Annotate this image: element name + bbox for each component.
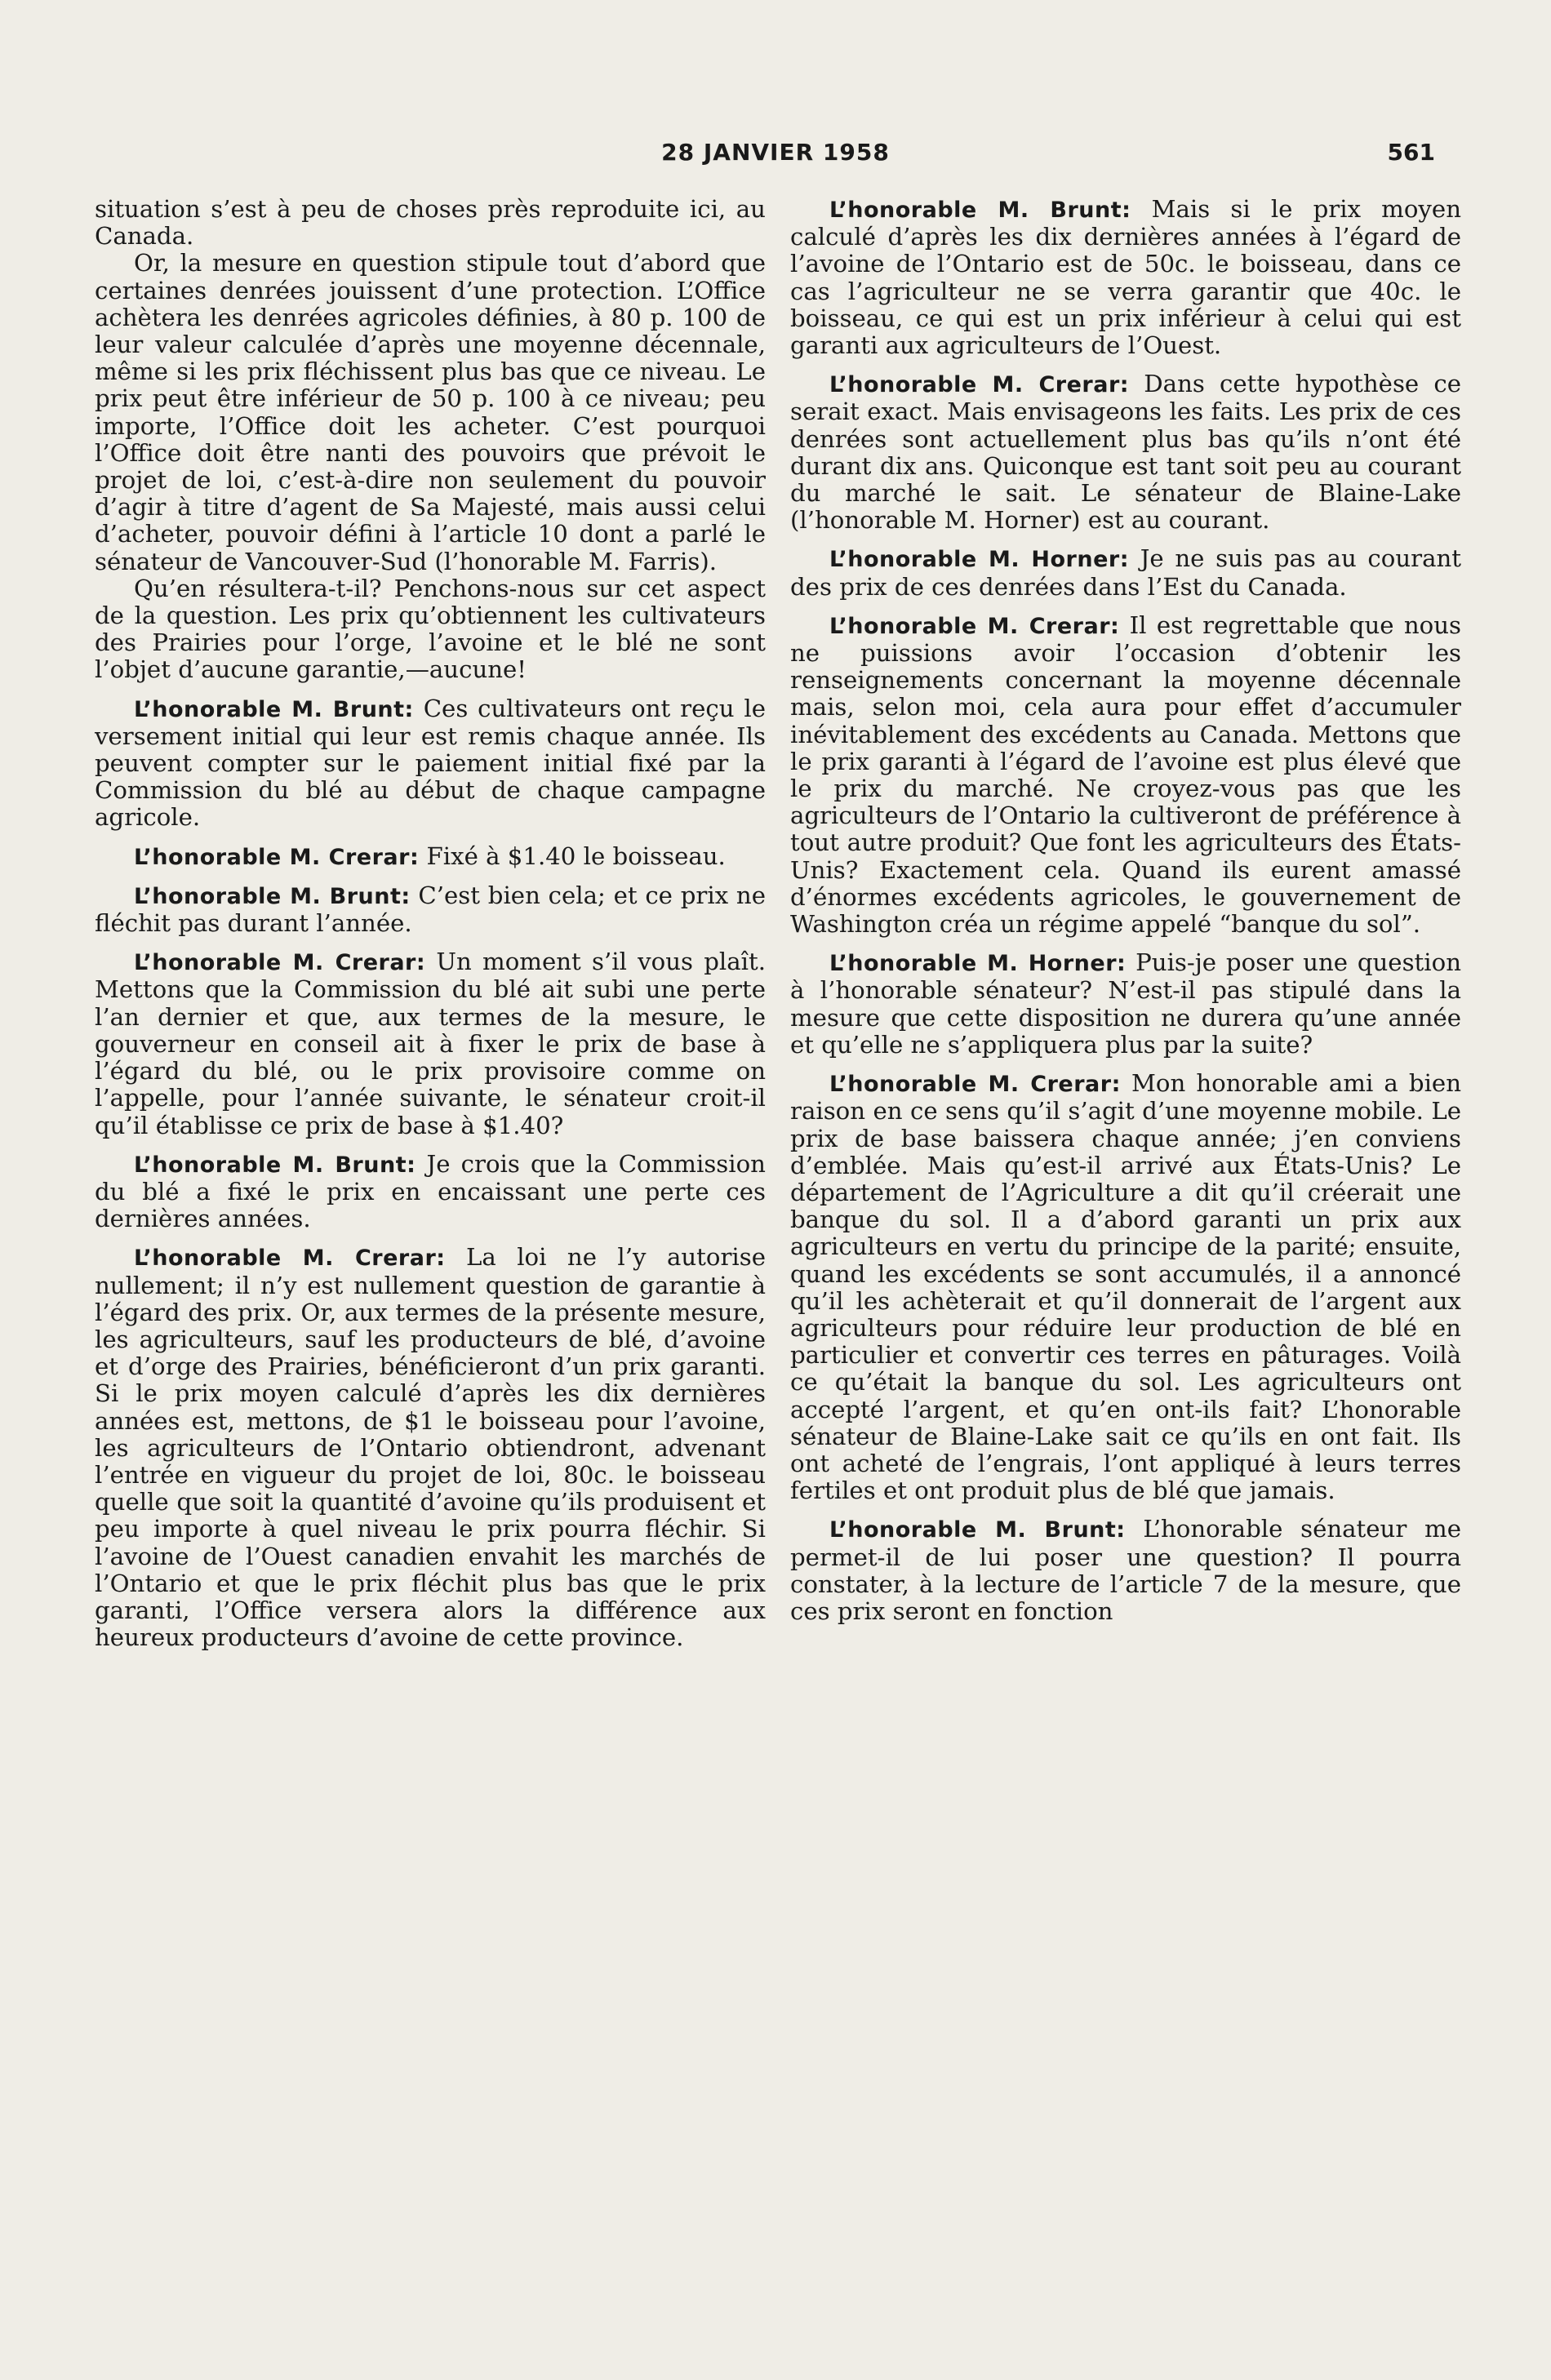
speech-paragraph: L’honorable M. Brunt: Mais si le prix moyen calculé d’après les dix dernières années à l’égard de l’avoine de l’Ontario est de 50c. le boisseau, dans ce cas l’agriculteur ne se verra garantir que 40c. le boisseau, ce qui est un prix inférieur à celui qui est garanti aux agriculteurs de l’Ouest. — [790, 195, 1461, 360]
right-column — [790, 196, 1461, 1625]
speaker-name: L’honorable M. Crerar: — [134, 950, 426, 976]
speech-paragraph: L’honorable M. Crerar: Il est regrettable que nous ne puissions avoir l’occasion d’obtenir les renseignements concernant la moyenne décennale mais, selon moi, cela aura pour effet d’accumuler inévitablement des excédents au Canada. Mettons que le prix garanti à l’égard de l’avoine est plus élevé que le prix du marché. Ne croyez-vous pas que les agriculteurs de l’Ontario la cultiveront de préférence à tout autre produit? Que font les agriculteurs des États-Unis? Exactement cela. Quand ils eurent amassé d’énormes excédents agricoles, le gouvernement de Washington créa un régime appelé “banque du sol”. — [790, 611, 1461, 939]
speech-paragraph: L’honorable M. Crerar: Mon honorable ami a bien raison en ce sens qu’il s’agit d’une moyenne mobile. Le prix de base baissera chaque année; j’en conviens d’emblée. Mais qu’est-il arrivé aux États-Unis? Le département de l’Agriculture a dit qu’il créerait une banque du sol. Il a d’abord garanti un prix aux agriculteurs en vertu du principe de la parité; ensuite, quand les excédents se sont accumulés, il a annoncé qu’il les achèterait et qu’il donnerait de l’argent aux agriculteurs pour réduire leur production de blé en particulier et convertir ces terres en pâturages. Voilà ce qu’était la banque du sol. Les agriculteurs ont accepté l’argent, et qu’en ont-ils fait? L’honorable sénateur de Blaine-Lake sait ce qu’ils en ont fait. Ils ont acheté de l’engrais, l’ont appliqué à leurs terres fertiles et ont produit plus de blé que jamais. — [790, 1069, 1461, 1505]
speaker-name: L’honorable M. Crerar: — [134, 1246, 446, 1272]
page-header — [0, 139, 1551, 171]
speech-paragraph: L’honorable M. Crerar: Fixé à $1.40 le boisseau. — [134, 841, 726, 870]
left-column — [95, 196, 766, 1651]
header-date: 28 JANVIER 1958 — [661, 139, 890, 166]
paragraph: Or, la mesure en question stipule tout d’abord que certaines denrées jouissent d’une protection. L’Office achètera les denrées agricoles définies, à 80 p. 100 de leur valeur calculée d’après une moyenne décennale, même si les prix fléchissent plus bas que ce niveau. Le prix peut être inférieur de 50 p. 100 à ce niveau; peu importe, l’Office doit les acheter. C’est pourquoi l’Office doit être nanti des pouvoirs que prévoit le projet de loi, c’est-à-dire non seulement du pouvoir d’agir à titre d’agent de Sa Majesté, mais aussi celui d’acheter, pouvoir défini à l’article 10 dont a parlé le sénateur de Vancouver-Sud (l’honorable M. Farris). — [95, 249, 766, 575]
paragraph: situation s’est à peu de choses près reproduite ici, au Canada. — [95, 195, 766, 251]
speaker-name: L’honorable M. Crerar: — [134, 844, 420, 870]
speech-paragraph: L’honorable M. Horner: Je ne suis pas au courant des prix de ces denrées dans l’Est du Canada. — [790, 544, 1462, 601]
page-number: 561 — [1387, 139, 1435, 166]
speaker-name: L’honorable M. Brunt: — [134, 696, 414, 722]
speech-paragraph: L’honorable M. Brunt: Ces cultivateurs ont reçu le versement initial qui leur est remis chaque année. Ils peuvent compter sur le paiement initial fixé par la Commission du blé au début de chaque campagne agricole. — [95, 694, 766, 832]
speaker-name: L’honorable M. Crerar: — [829, 372, 1130, 398]
speech-paragraph: L’honorable M. Crerar: Dans cette hypothèse ce serait exact. Mais envisageons les faits. Les prix de ces denrées sont actuellement plus bas qu’ils n’ont été durant dix ans. Quiconque est tant soit peu au courant du marché le sait. Le sénateur de Blaine-Lake (l’honorable M. Horner) est au courant. — [790, 370, 1462, 535]
speaker-name: L’honorable M. Crerar: — [829, 1072, 1121, 1098]
speaker-name: L’honorable M. Brunt: — [134, 883, 411, 909]
speaker-name: L’honorable M. Horner: — [829, 547, 1130, 573]
speech-paragraph: L’honorable M. Brunt: Je crois que la Commission du blé a fixé le prix en encaissant une perte ces dernières années. — [95, 1149, 766, 1233]
speech-paragraph: L’honorable M. Horner: Puis-je poser une question à l’honorable sénateur? N’est-il pas stipulé dans la mesure que cette disposition ne durera qu’une année et qu’elle ne s’appliquera plus par la suite? — [790, 948, 1461, 1059]
speech-paragraph: L’honorable M. Brunt: C’est bien cela; et ce prix ne fléchit pas durant l’année. — [95, 881, 766, 938]
speech-paragraph: L’honorable M. Brunt: L’honorable sénateur me permet-il de lui poser une question? Il pourra constater, à la lecture de l’article 7 de la mesure, que ces prix seront en fonction — [790, 1515, 1461, 1625]
speaker-name: L’honorable M. Crerar: — [829, 613, 1120, 639]
speaker-name: L’honorable M. Brunt: — [829, 1517, 1126, 1543]
speech-paragraph: L’honorable M. Crerar: Un moment s’il vous plaît. Mettons que la Commission du blé ait subi une perte l’an dernier et que, aux termes de la mesure, le gouverneur en conseil ait à fixer le prix de base à l’égard du blé, ou le prix provisoire comme on l’appelle, pour l’année suivante, le sénateur croit-il qu’il établisse ce prix de base à $1.40? — [95, 948, 766, 1139]
speaker-name: L’honorable M. Brunt: — [134, 1152, 416, 1178]
speech-paragraph: L’honorable M. Crerar: La loi ne l’y autorise nullement; il n’y est nullement question de garantie à l’égard des prix. Or, aux termes de la présente mesure, les agriculteurs, sauf les producteurs de blé, d’avoine et d’orge des Prairies, bénéficieront d’un prix garanti. Si le prix moyen calculé d’après les dix dernières années est, mettons, de $1 le boisseau pour l’avoine, les agriculteurs de l’Ontario obtiendront, advenant l’entrée en vigueur du projet de loi, 80c. le boisseau quelle que soit la quantité d’avoine qu’ils produisent et peu importe à quel niveau le prix pourra fléchir. Si l’avoine de l’Ouest canadien envahit les marchés de l’Ontario et que le prix fléchit plus bas que le prix garanti, l’Office versera alors la différence aux heureux producteurs d’avoine de cette province. — [95, 1243, 766, 1652]
speaker-name: L’honorable M. Brunt: — [829, 198, 1131, 223]
paragraph: Qu’en résultera-t-il? Penchons-nous sur cet aspect de la question. Les prix qu’obtiennent les cultivateurs des Prairies pour l’orge, l’avoine et le blé ne sont l’objet d’aucune garantie,—aucune! — [95, 574, 766, 684]
speaker-name: L’honorable M. Horner: — [829, 951, 1127, 977]
